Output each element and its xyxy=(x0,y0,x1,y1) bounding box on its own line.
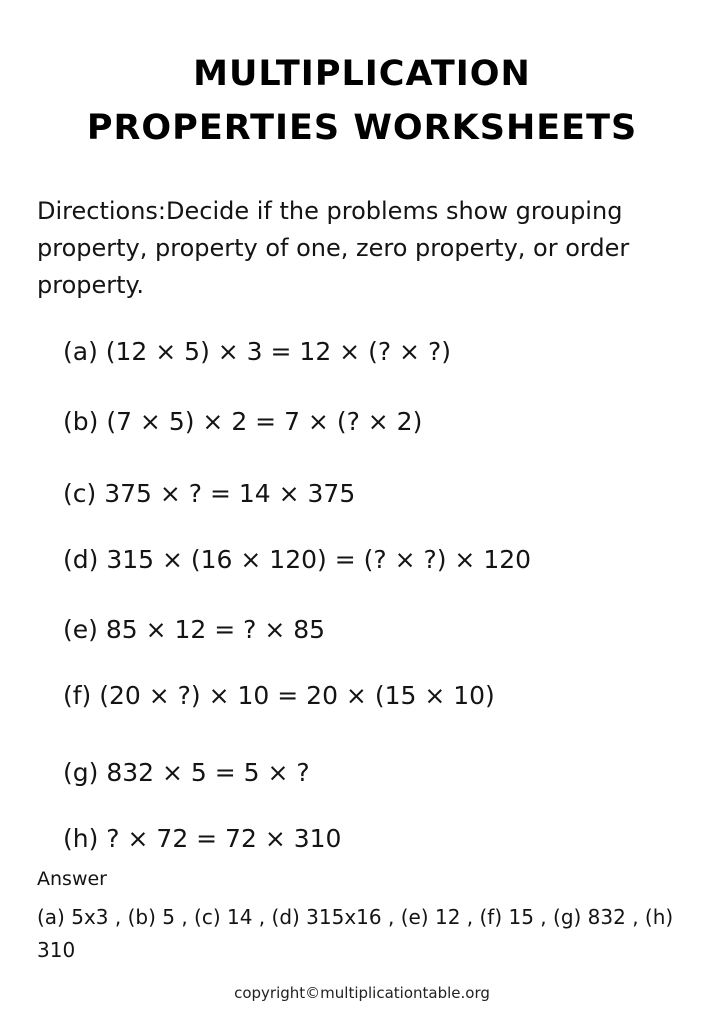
problem-a: (a) (12 × 5) × 3 = 12 × (? × ?) xyxy=(63,337,451,366)
directions-text: Directions:Decide if the problems show grouping property, property of one, zero property, or order property. xyxy=(37,197,630,299)
problem-f: (f) (20 × ?) × 10 = 20 × (15 × 10) xyxy=(63,681,495,710)
worksheet-title-line-2: PROPERTIES WORKSHEETS xyxy=(86,108,638,148)
problem-c: (c) 375 × ? = 14 × 375 xyxy=(63,479,356,508)
answer-heading: Answer xyxy=(37,868,107,890)
answer-text: (a) 5x3 , (b) 5 , (c) 14 , (d) 315x16 , (e) 12 , (f) 15 , (g) 832 , (h) 310 xyxy=(37,905,674,962)
worksheet-title-line-1: MULTIPLICATION xyxy=(193,54,531,94)
problem-e: (e) 85 × 12 = ? × 85 xyxy=(63,615,326,644)
problem-g: (g) 832 × 5 = 5 × ? xyxy=(63,758,310,787)
problem-d: (d) 315 × (16 × 120) = (? × ?) × 120 xyxy=(63,545,532,574)
copyright-footer: copyright©multiplicationtable.org xyxy=(234,984,490,1002)
problem-b: (b) (7 × 5) × 2 = 7 × (? × 2) xyxy=(63,407,423,436)
problem-h: (h) ? × 72 = 72 × 310 xyxy=(63,824,342,853)
